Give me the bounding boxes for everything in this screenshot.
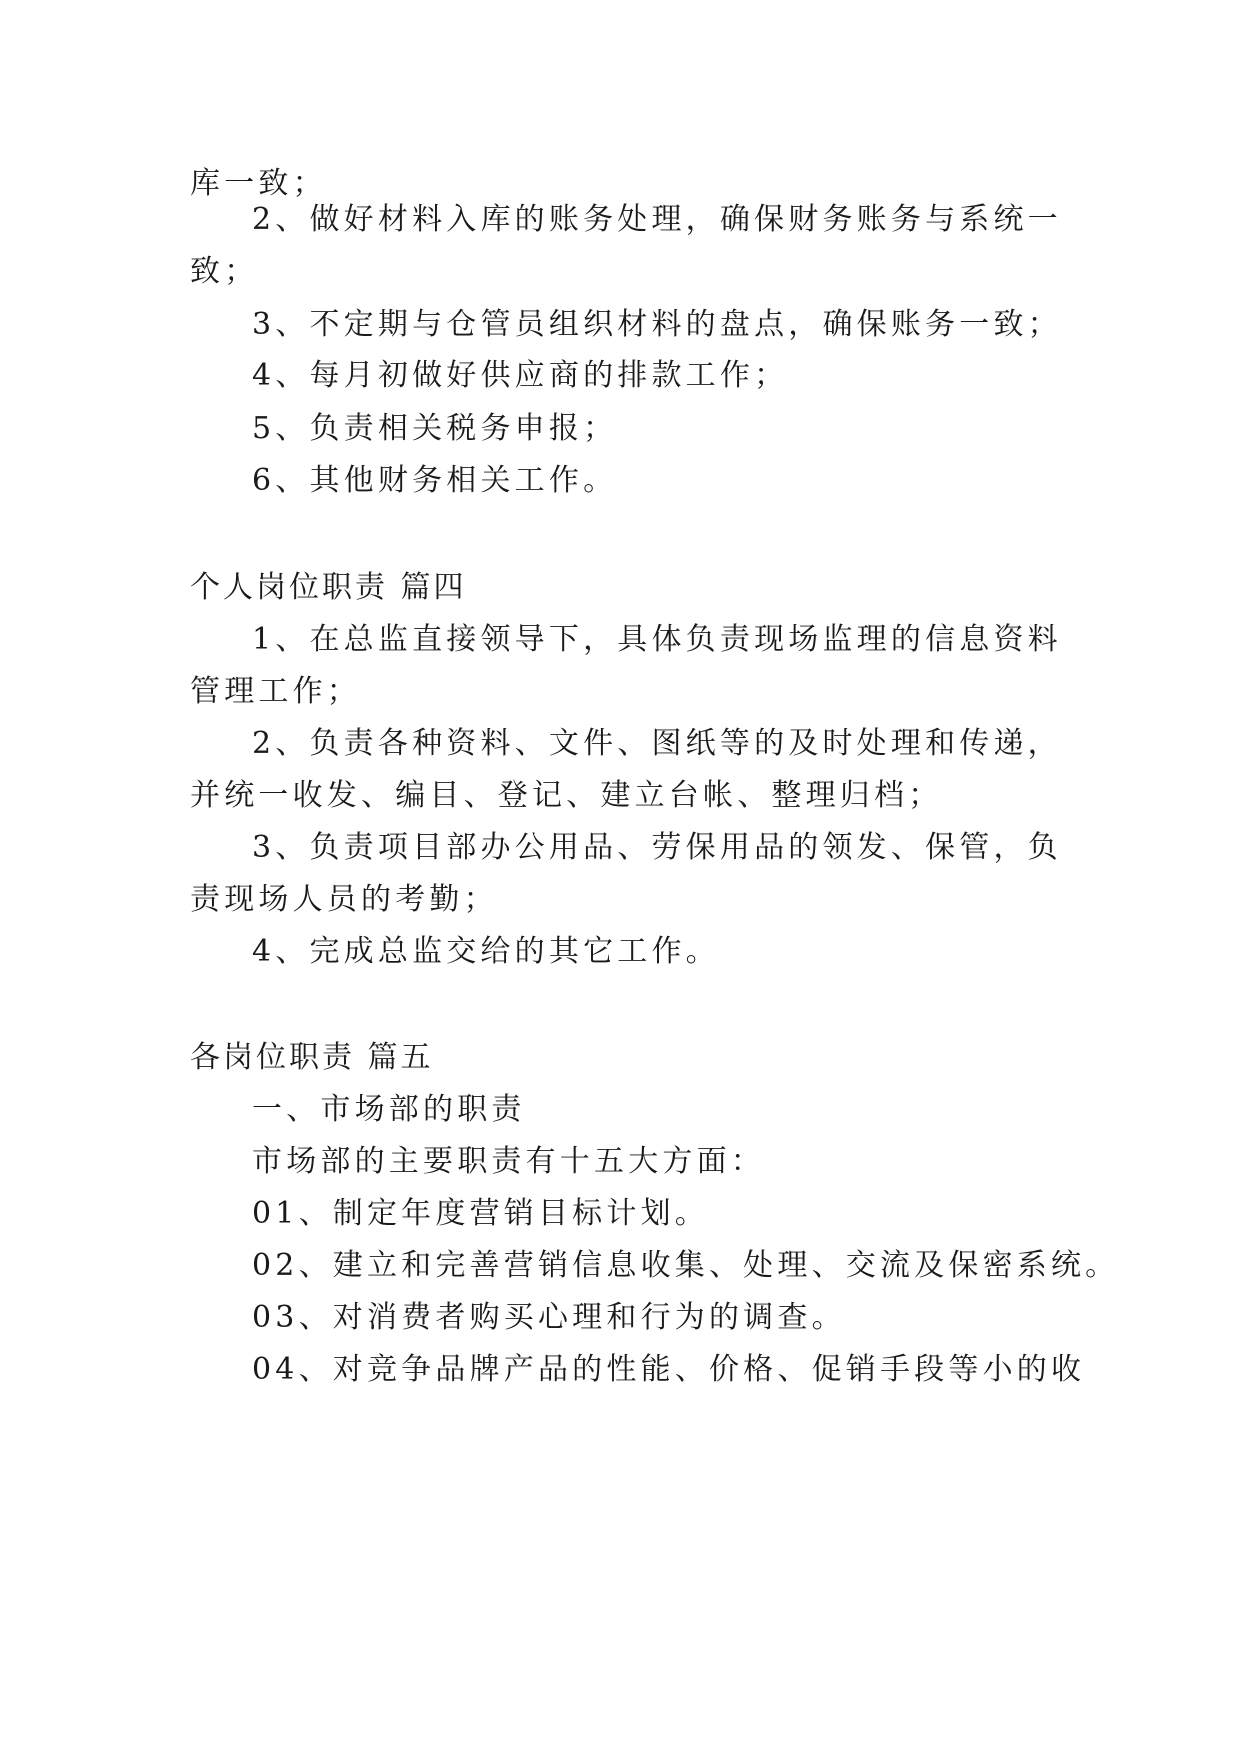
text-line: 01、制定年度营销目标计划。 [252,1196,709,1231]
text-line: 5、负责相关税务申报； [252,411,618,446]
text-line: 1、在总监直接领导下，具体负责现场监理的信息资料 [252,622,1062,657]
text-line: 责现场人员的考勤； [190,882,498,917]
text-line: 市场部的主要职责有十五大方面： [252,1144,765,1179]
text-line: 03、对消费者购买心理和行为的调查。 [252,1300,846,1335]
text-line: 02、建立和完善营销信息收集、处理、交流及保密系统。 [252,1248,1120,1283]
text-line: 3、不定期与仓管员组织材料的盘点，确保账务一致； [252,307,1062,342]
text-line: 6、其他财务相关工作。 [252,463,618,498]
text-line: 4、每月初做好供应商的排款工作； [252,358,789,393]
text-line: 库一致； [190,166,327,201]
text-line: 并统一收发、编目、登记、建立台帐、整理归档； [190,778,943,813]
text-line: 04、对竞争品牌产品的性能、价格、促销手段等小的收 [252,1352,1086,1387]
section-heading: 个人岗位职责 篇四 [190,570,467,605]
text-line: 管理工作； [190,674,361,709]
text-line: 致； [190,254,259,289]
text-line: 3、负责项目部办公用品、劳保用品的领发、保管，负 [252,830,1062,865]
subsection-heading: 一、市场部的职责 [252,1092,526,1127]
text-line: 2、负责各种资料、文件、图纸等的及时处理和传递， [252,726,1062,761]
text-line: 2、做好材料入库的账务处理，确保财务账务与系统一 [252,202,1062,237]
text-line: 4、完成总监交给的其它工作。 [252,934,720,969]
section-heading: 各岗位职责 篇五 [190,1040,434,1075]
